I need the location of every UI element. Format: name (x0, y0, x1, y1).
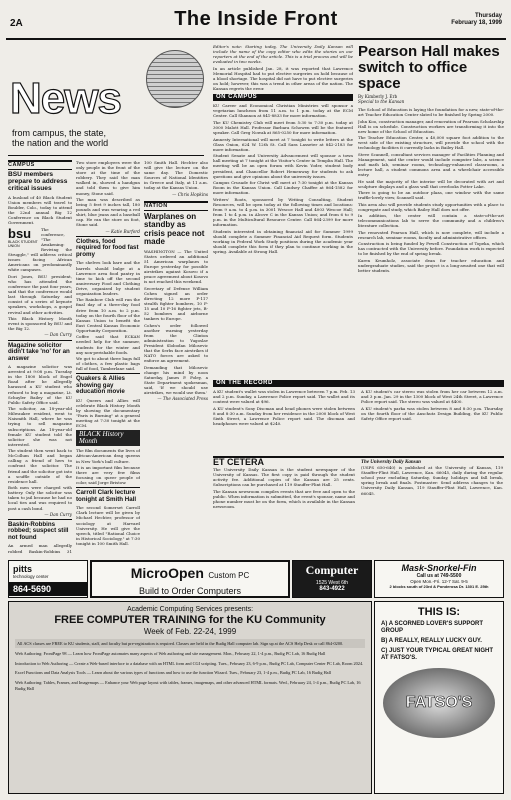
list-item: Excel Functions and Data Analysis Tools — Learn about the various types of functions and how to use the function Wizard. Tues., February 23, 1-4 p.m., Budig PC Lab, 16 Budig Hall (15, 670, 331, 676)
on-campus-column (213, 44, 353, 374)
fatsos-logo: FATSO'S (383, 668, 495, 738)
warplanes-byline: — The Associated Press (157, 396, 208, 402)
on-the-record (213, 380, 504, 450)
correction-note: In an article published Jan. 28, it was reported that Lawrence Memorial Hospital had to put elective surgeries on hold because of a blood shortage. The hospital did not have to put elective surgeries on hold; however, this was a trend in other areas of the nation. The Kansan regrets the error. (213, 65, 353, 92)
section-title: The Inside Front (174, 8, 338, 30)
list-item: A KU student's wallet was stolen in Lawrence between 7 p.m. Feb. 13 and 2 p.m. Sunday, a Lawrence Police report said. The wallet and its content were valued at $96. (213, 389, 355, 405)
on-campus-list (213, 103, 353, 254)
list-item: Student Senate and University Advancement will sponsor a town hall meeting at 7 tonight at the Visitor's Center in Templin Hall. The meeting will be an open forum with Kevin Yoder, student body president, and Chancellor Robert Hemenway for students to ask questions and give opinions about the university issues. (213, 153, 353, 179)
issue-date (451, 13, 502, 27)
clothes-headline: Clothes, food required for food fast promy (76, 237, 139, 258)
globe-image (146, 50, 204, 108)
lecture-byline: — Chris Hopkins (172, 191, 208, 197)
list-item: Introduction to Web Authoring — Create a Web-based interface to a database with an HTML form and CGI scripting. Tues., February 23, 6-9 p.m., Budig PC Lab, Computer Center PC Lab, Room 2024. (15, 660, 364, 666)
black-history-badge: BLACK History Month (76, 430, 140, 446)
list-item: Students interested in obtaining financial aid for Summer 1999 should complete a Summer Financial Aid Request form. Students working in Federal Work Study positions during the academic year should complete this form if they plan to continue working in the spring. Available at Strong Hall. (213, 228, 353, 255)
list-item: Web Authoring: FrontPage 98 — Learn how FrontPage automates many aspects of Web authoring and site management. Mon., February 22, 1-4 p.m., Budig PC Lab, 16 Budig Hall (15, 651, 326, 657)
issue-date-text: February 18, 1999 (451, 20, 502, 26)
campus-tag: CAMPUS (8, 160, 72, 170)
middle-column: Two store employees were the only people in the front of the store at the time of the robbery. They said the man walked in, showed a handgun and told them to give him money, Stone said. The man was described as being 5 feet 9 inches tall, 180 pounds and was wearing a red shirt, blue jeans and a baseball cap. He ran the store on foot, Stone said. — Katie Burford Clothes, food required for food fast promy The shelves look bare and the barrels should bulge at a Lawrence area food pantry in time to kick off the second anniversary Food and Clothing Drive, organized by student organization leaders. The Rainbow Club will run the final day of a three-day food drive from 10 a.m. to 2 p.m. today on the fourth floor of the Kansas Union to benefit the East Central Kansas Economic Opportunity Corporation. Coffee said that ECKAN needed help for the summer, students for the winter and any non-perishable foods. We got to about three bags full of clothes, a few plastic bags full of food, Tamberlane said. Quakers & Allies showing gay education movie KU Queers and Allies will celebrate Black History Month by showing the documentary "Paris is Burning" at a general meeting at 7:30 tonight at the ECM. BLACK History Month The film documents the lives of African-American drag queens in New York's ball culture. It is an important film because there are very few films focusing on queer people of color, said Jorge Bristow. Carroll Clark lecture tonight at Smith Hall The second Somerset Carroll Clark lecture will be given by Michael Hechter, professor of sociology at Harvard University. He will give the speech, titled "Rational Choice in Historical Sociology," at 7:30 tonight in 100 Smith Hall. (76, 160, 140, 546)
kansan-masthead: The University Daily Kansan (361, 460, 421, 465)
list-item: KU Career and Economical Christian Ministries will sponsor a vegetarian luncheon from 11 a.m. to 1 p.m. today at the ECM Center. Call Shannon at 841-8833 for more information. (213, 103, 353, 119)
pearson-byline: By Kimberly J. Erb Special to the Kansan (358, 94, 405, 105)
record-list-left (213, 389, 355, 427)
magazine-headline: Magazine solicitor didn't take 'no' for an answer (8, 341, 70, 362)
third-column: 100 Smith Hall. Hechter also will give the lecture on the same day. The Domestic Sources of National Identities in Greece and Italy, at 11 a.m. today at the Kansas Union. — Chris Hopkins NATION Warplanes on standby as crisis peace not made WASHINGTON — The United States ordered an additional 51 American warplanes to Europe yesterday for possible airstrikes against Kosovo if a peace agreement about Kosovo is not reached this weekend. Secretary of Defense William Cohen signed an order directing 12 more F-117 stealth fighter bombers, 10 F-15 and 10 F-16 fighter jets, B-52 bombers and airborne tankers to Europe. Cohen's order followed another warning yesterday from the Clinton administration to Yugoslav President Slobodan Milosevic that the Serbs face airstrikes if NATO forces are asked to enforce an agreement. Demanding that Milosevic change his mind by noon Saturday, James P. Foley, a State Department spokesman, said, 'If we should use airstrikes, we would use them.' — The Associated Press (144, 160, 208, 402)
baskin-headline: Baskin-Robbins robbed; suspect still not found (8, 520, 69, 541)
robbery-byline: — Katie Burford (105, 228, 140, 234)
bsu-headline: BSU members prepare to address critical issues (8, 171, 68, 192)
campus-column: CAMPUS BSU members prepare to address critical issues A busload of 40 Black Student Union members will travel to Boulder, Colo., today to attend the 22nd annual Big 12 Conference on Black Student Government. bsu BLACK STUDENT UNION The conference, "The Awakening: Reviving the Struggle," will address critical issues facing African Americans on predominantly white campuses. Dori Jones, BSU president, who has attended the conference the past four years, said that the conference would last through Saturday and consist of a series of keynote speakers, workshops, a gospel revival and other activities. This Black History Month event is sponsored by BSU and the Big 12. — Dan Curry Magazine solicitor didn't take 'no' for an answer A magazine solicitor was arrested at 9:08 p.m. Tuesday in the 1800 block of Engel Road after he allegedly harassed a KU student who refused to buy a magazine, Lt. Schuyler Bailey of the KU Public Safety Office said. The solicitor, an 18-year-old Milwaukee resident, went to Naismith Hall, where he was trying to sell magazine subscriptions. An 18-year-old female KU student told the solicitor she was not interested. The student then went back to McCollum Hall and began calling a friend of hers to confront the solicitor. The friend and the solicitor got into a scuffle outside of the residence hall. Both men were charged with battery. Only the solicitor was taken to jail because he had no local ties and was required to post a cash bond. — Dan Curry Baskin-Robbins robbed; suspect still not found An armed man allegedly robbed Baskin-Robbins 31 (8, 162, 72, 554)
list-item: Writers' Roots, sponsored by Writing Consulting, Student Resources, will be open today at the following times and locations: from 9 a.m. to 4 p.m. in 3001 Wescoe Hall and 4003 Wescoe Hall; from 1 to 4 p.m. in Alcove C in the Kansas Union; and from 6 to 9 p.m. in the Multicultural Resource Center. Call 864-2399 for more information. (213, 196, 353, 228)
list-item: The KU Chemistry Club will meet from 5:30 to 7:30 p.m. today at 3000 Malott Hall. Professor Barbara Schowen will be the featured speaker. Call Greg Nowak at 865-0250 for more information. (213, 119, 353, 136)
news-banner (8, 44, 204, 156)
et-cetera: ET CETERA The University Daily Kansan is the student newspaper of the University of Kansas. The first copy is paid through the student activity fee. Additional copies of the Kansan are 25 cents. Subscriptions can be purchased at 119 Stauffer-Flint Hall. The Kansan newsroom compiles events that are free and open to the public. When information is submitted, the event's sponsor, name and phone number must be on the form, which is available in the Kansan newsroom. The University Daily Kansan (USPS 650-640) is published at the University of Kansas, 119 Stauffer-Flint Hall, Lawrence, Kan. 66045, daily during the regular school year excluding Saturday, Sunday, holidays and fall break, spring break and finals. Postmaster: Send address changes to the University Daily Kansan, 119 Stauffer-Flint Hall, Lawrence, Kan. 66045. (213, 456, 504, 556)
acs-training-ad[interactable]: Academic Computing Services presents: FREE COMPUTER TRAINING for the KU Community Week of Feb. 22-24, 1999 All ACS classes are FREE to KU students, staff, and faculty but pre-registration is required. Classes are held in the Budig Hall computer lab. Sign up at the ACS Help Desk or call 864-0200. Web Authoring: FrontPage 98 — Learn how FrontPage automates many aspects of Web authoring and site management. Mon., February 22, 1-4 p.m., Budig PC Lab, 16 Budig Hall Introduction to Web Authoring — Create a Web-based interface to a database with an HTML form and CGI scripting. Tues., February 23, 6-9 p.m., Budig PC Lab, Computer Center PC Lab, Room 2024. Excel Functions and Data Analysis Tools — Learn about the various types of functions and how to use the function Wizard. Tues., February 23, 1-4 p.m., Budig PC Lab, 16 Budig Hall Web Authoring: Tables, Frames, and Imagemaps — Enhance your Web page layout with tables, frames, imagemaps, and other advanced HTML formats. Wed., February 24, 1-4 p.m., Budig PC Lab, 16 Budig Hall (8, 601, 372, 794)
news-subtitle: from campus, the state, the nation and the world (12, 128, 109, 148)
on-campus-heading: ON CAMPUS (213, 94, 353, 101)
issue-day: Thursday (474, 13, 502, 19)
quakers-headline: Quakers & Allies showing gay education movie (76, 375, 125, 396)
warplanes-headline: Warplanes on standby as crisis peace not made (144, 212, 205, 247)
on-record-heading: ON THE RECORD (213, 380, 504, 387)
page-header (6, 6, 506, 40)
mask-ad[interactable]: Mask-Snorkel-Fin Call us at 749-5500 Open Mon.-Fri. 12-7 Sat. 9-5 2 blocks south of 23rd & Ponderosa Dr. 1301 E. 25th (374, 560, 504, 598)
carroll-headline: Carroll Clark lecture tonight at Smith Hall (76, 489, 137, 503)
editors-note: Editor's note: Starting today, The University Daily Kansan will include the name of the copy editor who edits the stories on our reporters at the end of the article. This is a trial process and will be evaluated in two weeks. (213, 44, 353, 65)
news-wordmark: News (10, 74, 121, 123)
bsu-logo: bsu BLACK STUDENT UNION (8, 225, 38, 248)
pearson-headline: Pearson Hall makes switch to office space (358, 44, 500, 92)
etc-heading: ET CETERA (213, 457, 265, 467)
fatsos-ad[interactable]: THIS IS: A) A SCORNED LOVER'S SUPPORT GROUP B) A REALLY, REALLY LUCKY GUY. C) JUST YOUR TYPICAL GREAT NIGHT AT FATSO'S. FATSO'S (374, 601, 504, 794)
microopen-ad[interactable]: MicroOpen Custom PC Build to Order Computers (90, 560, 290, 598)
list-item: A KU student's parka was stolen between 8 and 8:30 p.m. Thursday on the fourth floor of the Anschutz Design Building, the KU Public Safety Office report said. (361, 405, 503, 421)
list-item: A KU student's Sony Discman and head phones were stolen between 8 and 8:30 a.m. Sunday from her residence in the 2000 block of West Sixth Street, a Lawrence Police report said. The discman and headphones were valued at $240. (213, 405, 355, 427)
computer-ad[interactable]: Computer 1525 West 6th 843-4922 (292, 560, 372, 598)
list-item: Amnesty International will meet at 7 tonight to write letters at the Glass Onion, 624 W. 12th St. Call Sara Lasseter at 842-2183 for more information. (213, 136, 353, 152)
page-number: 2A (10, 18, 23, 29)
pitts-ad[interactable]: pitts technology center 864-5690 (8, 560, 88, 598)
nation-tag: NATION (144, 201, 208, 211)
pearson-story: Pearson Hall makes switch to office space By Kimberly J. Erb Special to the Kansan The School of Education is laying the foundation for a new, state-of-the-art Teacher Education Center slated to be finished by Spring 2000. John Koo, construction manager, and renovation of Pearson Scholarship Hall is on schedule. Construction workers are transforming it into the new home of the School of Education. The Teacher Education Center, a 40,000 square foot addition to the west side of the existing structure, will provide the school with the technology facilities it currently lacks in Bailey Hall. Steve Scannell, consultant services manager of Facilities Planning and Management, said the center would include computer labs, a science and math lab, seminar rooms, technology-enhanced classrooms, a lecture hall, a student commons area and a wheelchair accessible entry. He said the majority of the interior will be decorated with art and sculpture displays and a glass wall that overlooks Potter Lake. There is going to be an outdoor plaza, one window with the same truffle-lovely view, Scannell said. This area also will provide students study opportunities with a place to congregate and study, which Bailey Hall does not offer. In addition, the center will contain a state-of-the-art telecommunications lab to serve the community and a children's literature collection. The renovated Pearson Hall, which is now complete, will include a research lab, seminar rooms, faculty and administrative offices. Construction is being funded by Fewell Construction of Topeka, which has contracted with the University before. Foundation work is expected to be finished by the end of spring break. Karen Krumholz, associate dean for teacher education and undergraduate studies, said the project is a long-awaited one that will better students. (358, 44, 504, 273)
list-item: Web Authoring: Tables, Frames, and Imagemaps — Enhance your Web page layout with tables, frames, imagemaps, and other advanced HTML formats. Wed., February 24, 1-4 p.m., Budig PC Lab, 16 Budig Hall (15, 680, 361, 691)
magazine-byline: — Dan Curry (44, 511, 72, 517)
list-item: Campus Crusade for Christ will meet at 7:30 tonight at the Kansas Room in the Kansas Union. Call Lindsey Chaffee at 864-1582 for more information. (213, 180, 353, 196)
record-list-right (361, 389, 503, 427)
bsu-byline: — Dan Curry (44, 332, 72, 338)
list-item: A KU student's car stereo was stolen from her car between 12 a.m. and 3 p.m. Jan. 29 in the 1300 block of West 24th Street, a Lawrence Police report said. The stereo was valued at $400. (361, 389, 503, 405)
